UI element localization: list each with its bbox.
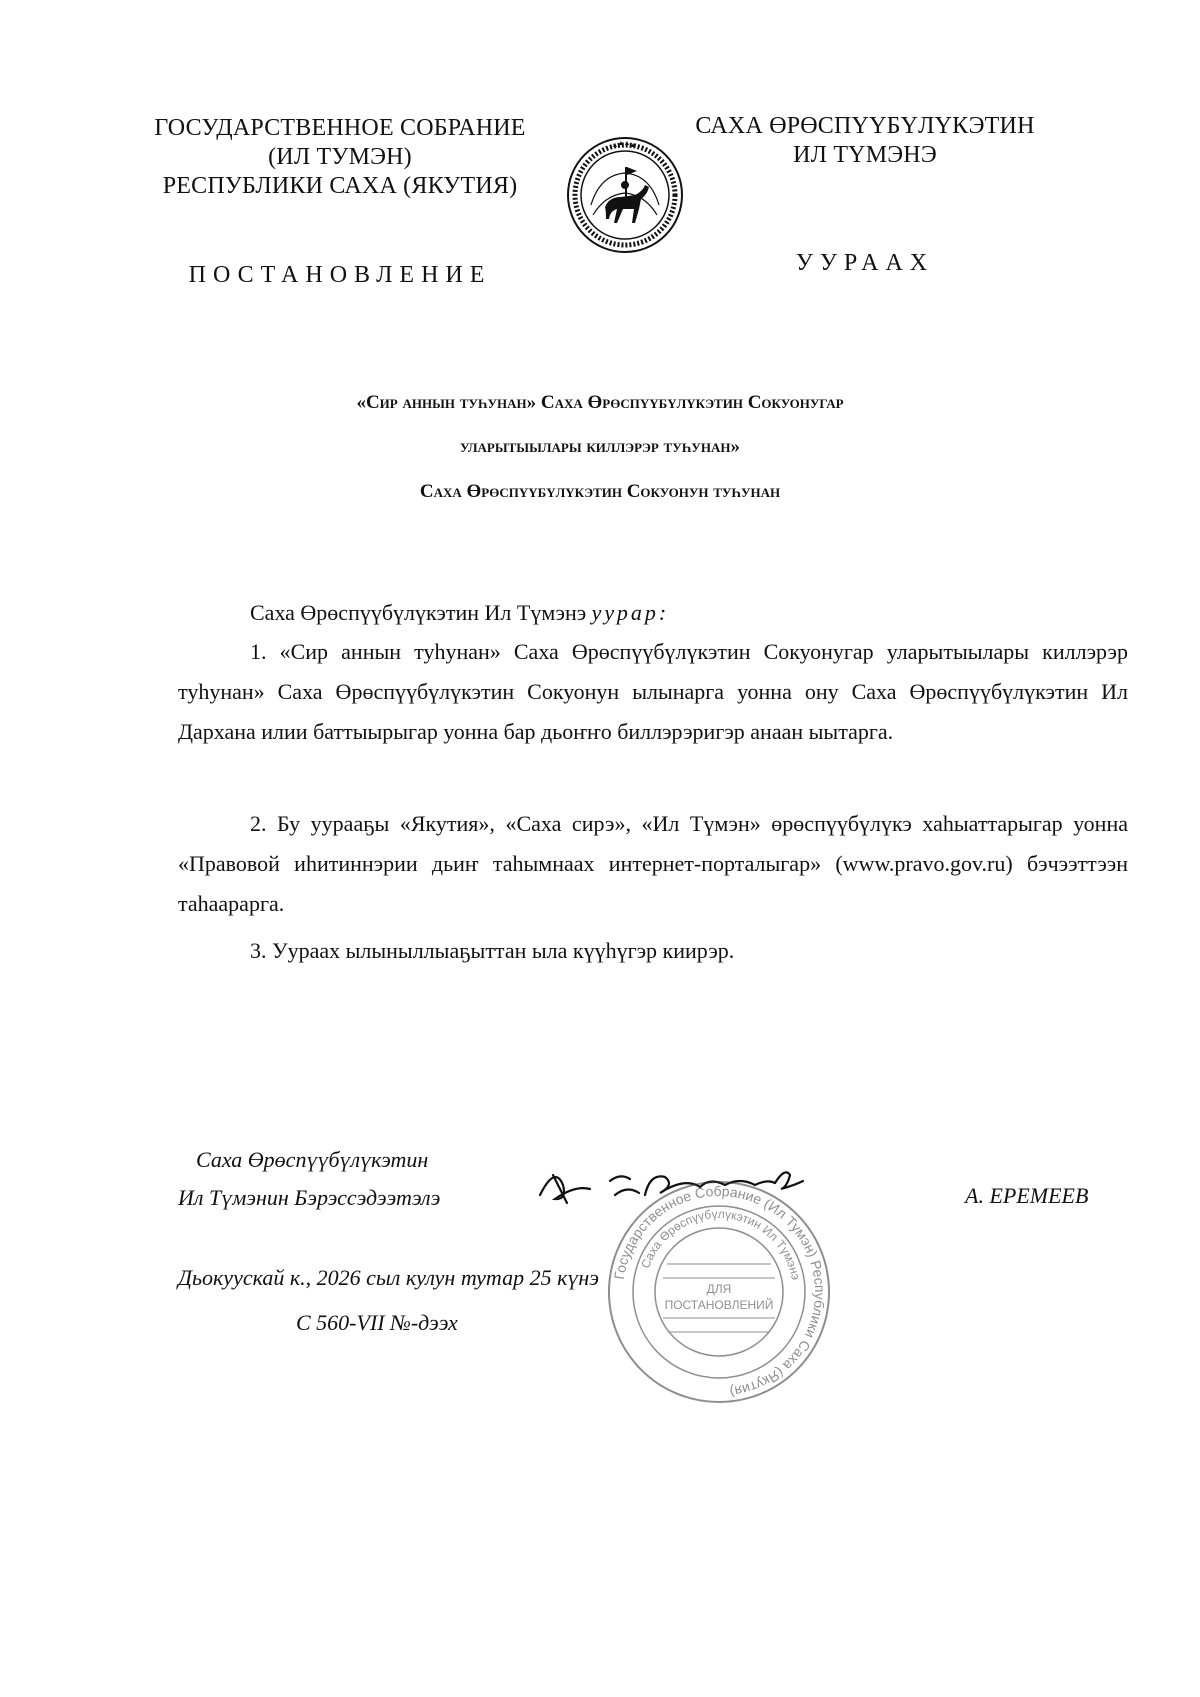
stamp-center-line-2: ПОСТАНОВЛЕНИЙ bbox=[664, 1298, 774, 1312]
header-right-line-1: САХА ӨРӨСПҮҮБҮЛҮКЭТИН bbox=[695, 113, 1035, 139]
item-2-text: 2. Бу уурааҕы «Якутия», «Саха сирэ», «Ил Түмэн» өрөспүүбүлүкэ хаһыаттарыгар уонна «Правовой иһитиннэрии дьиҥ таһымнаах интернет-порталыгар» (www.pravo.gov.ru) бэчээттээн таһаарарга. bbox=[178, 811, 1128, 916]
document-type-yakut: УУРААХ bbox=[795, 250, 935, 276]
signatory-name: А. ЕРЕМЕЕВ bbox=[965, 1183, 1089, 1208]
place-and-date: Дьокуускай к., 2026 сыл кулун тутар 25 күнэ bbox=[178, 1265, 599, 1290]
document-title-line-3: Саха Өрөспүүбүлүкэтин Сокуонун туһунан bbox=[419, 481, 781, 502]
header-right-line-2: ИЛ ТҮМЭНЭ bbox=[793, 142, 937, 168]
signatory-position-line-1: Саха Өрөспүүбүлүкэтин bbox=[196, 1147, 429, 1172]
signatory-position-line-2: Ил Түмэнин Бэрэссэдээтэлэ bbox=[178, 1185, 441, 1210]
header-left-line-2: (ИЛ ТУМЭН) bbox=[268, 144, 412, 170]
coat-of-arms-emblem-icon bbox=[565, 135, 685, 255]
official-stamp-seal-icon bbox=[605, 1178, 833, 1406]
item-1-text: 1. «Сир аннын туһунан» Саха Өрөспүүбүлүкэтин Сокуонугар уларытыылары киллэрэр туһунан» Саха Өрөспүүбүлүкэтин Сокуонун ылынарга уонна ону Саха Өрөспүүбүлүкэтин Ил Дархана илии баттыырыгар уонна бар дьоҥҥо биллэрэригэр анаан ыытарга. bbox=[178, 639, 1128, 744]
item-3-text: 3. Уураах ылыныллыаҕыттан ыла күүһүгэр киирэр. bbox=[250, 938, 735, 963]
stamp-outer-text: Государственное Собрание (Ил Тумэн) Республики Саха (Якутия) bbox=[610, 1182, 829, 1401]
intro-text: Саха Өрөспүүбүлүкэтин Ил Түмэнэ bbox=[250, 600, 587, 625]
stamp-center-line-1: ДЛЯ bbox=[706, 1282, 732, 1296]
document-number: С 560-VII №-дээх bbox=[296, 1310, 458, 1335]
document-title-line-2: уларытыылары киллэрэр туһунан» bbox=[460, 436, 740, 457]
resolution-item-2 bbox=[178, 804, 1128, 924]
header-left-line-1: ГОСУДАРСТВЕННОЕ СОБРАНИЕ bbox=[154, 115, 526, 141]
header-left-line-3: РЕСПУБЛИКИ САХА (ЯКУТИЯ) bbox=[162, 173, 518, 199]
document-title-line-1: «Сир аннын туһунан» Саха Өрөспүүбүлүкэтин Сокуонугар bbox=[356, 392, 844, 413]
stamp-inner-text: Саха Өрөспүүбүлүкэтин Ил Түмэнэ bbox=[638, 1206, 803, 1282]
intro-verb: уурар: bbox=[591, 600, 670, 625]
header-right-authority bbox=[665, 112, 1065, 170]
resolution-item-3 bbox=[178, 931, 1128, 971]
resolution-intro bbox=[250, 600, 669, 626]
header-left-authority bbox=[130, 114, 550, 201]
resolution-item-1 bbox=[178, 632, 1128, 752]
document-type-russian: ПОСТАНОВЛЕНИЕ bbox=[188, 262, 492, 288]
